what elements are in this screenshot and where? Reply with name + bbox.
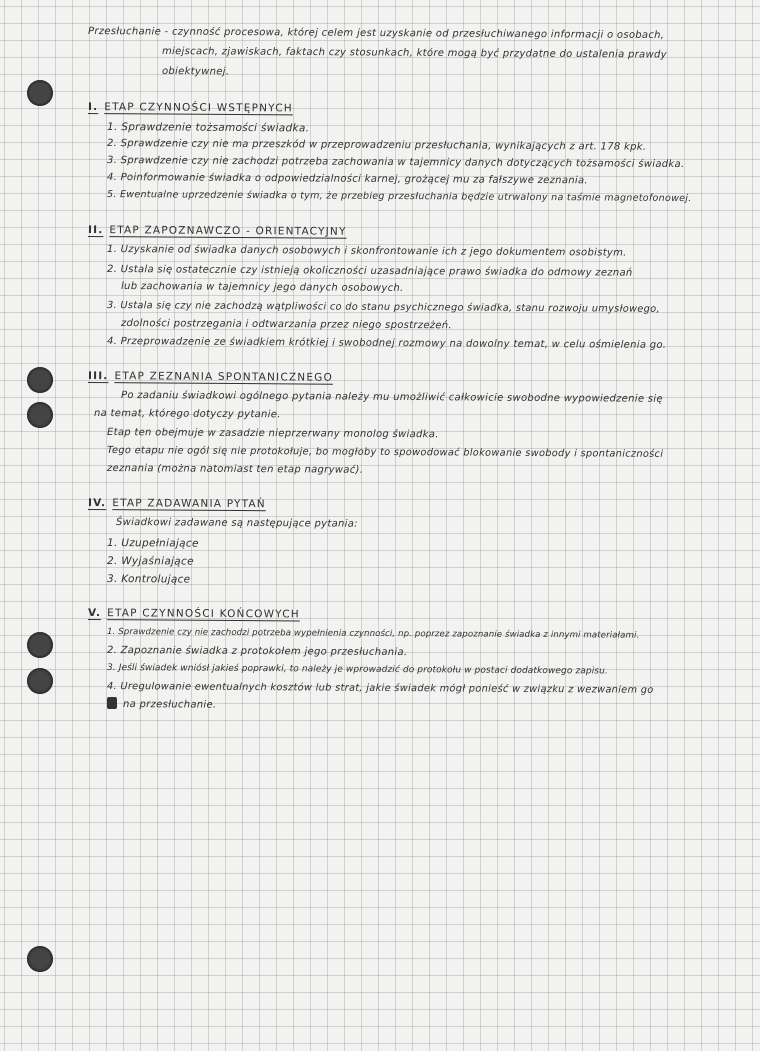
list-item: na przesłuchanie. bbox=[122, 699, 217, 711]
section-number: III. bbox=[87, 370, 109, 383]
binder-hole bbox=[27, 632, 53, 658]
binder-hole bbox=[27, 668, 53, 694]
ink-blot bbox=[107, 697, 117, 709]
list-item: 4. Przeprowadzenie ze świadkiem krótkiej i swobodnej rozmowy na dowolny temat, w celu ośmielenia go. bbox=[106, 336, 667, 351]
paragraph-line: zeznania (można natomiast ten etap nagrywać). bbox=[106, 463, 364, 476]
list-item: zdolności postrzegania i odtwarzania przez niego spostrzeżeń. bbox=[120, 318, 452, 332]
paragraph-line: Po zadaniu świadkowi ogólnego pytania należy mu umożliwić całkowicie swobodne wypowiedzenie się bbox=[120, 390, 663, 405]
list-item: 2. Ustala się ostatecznie czy istnieją okoliczności uzasadniające prawo świadka do odmowy zeznań bbox=[106, 264, 633, 279]
section-number: V. bbox=[87, 607, 102, 620]
list-item: 4. Poinformowanie świadka o odpowiedzialności karnej, grożącej mu za fałszywe zeznania. bbox=[106, 172, 588, 187]
section-number: IV. bbox=[87, 497, 107, 510]
list-item: 2. Sprawdzenie czy nie ma przeszkód w przeprowadzeniu przesłuchania, wynikających z art. 178 kpk. bbox=[106, 138, 647, 153]
list-item: lub zachowania w tajemnicy jego danych osobowych. bbox=[120, 281, 404, 294]
list-item: 2. Wyjaśniające bbox=[106, 555, 194, 568]
section-title: ETAP ZADAWANIA PYTAŃ bbox=[112, 497, 266, 511]
section-number: II. bbox=[87, 224, 104, 237]
binder-hole bbox=[27, 402, 53, 428]
section-heading bbox=[88, 101, 293, 114]
section-heading bbox=[88, 224, 347, 238]
paragraph-line: na temat, którego dotyczy pytanie. bbox=[93, 408, 281, 421]
section-heading bbox=[88, 607, 300, 620]
binder-hole bbox=[27, 946, 53, 972]
list-item: 5. Ewentualne uprzedzenie świadka o tym, że przebieg przesłuchania będzie utrwalony na taśmie magnetofonowej. bbox=[106, 189, 692, 205]
paragraph-line: Świadkowi zadawane są następujące pytania: bbox=[115, 517, 358, 530]
list-item: 1. Sprawdzenie czy nie zachodzi potrzeba wypełnienia czynności, np. poprzez zapoznanie świadka z innymi materiałami. bbox=[106, 627, 640, 641]
list-item: 4. Uregulowanie ewentualnych kosztów lub strat, jakie świadek mógł ponieść w związku z wezwaniem go bbox=[106, 681, 654, 696]
paragraph-line: Tego etapu nie ogól się nie protokołuje, bo mogłoby to spowodować blokowanie swobody i spontaniczności bbox=[106, 445, 664, 460]
list-item: 3. Kontrolujące bbox=[106, 573, 191, 586]
intro-line: obiektywnej. bbox=[161, 66, 230, 78]
section-title: ETAP ZEZNANIA SPONTANICZNEGO bbox=[114, 370, 334, 384]
binder-hole bbox=[27, 367, 53, 393]
intro-line: miejscach, zjawiskach, faktach czy stosunkach, które mogą być przydatne do ustalenia prawdy bbox=[161, 46, 667, 61]
list-item: 1. Uzyskanie od świadka danych osobowych i skonfrontowanie ich z jego dokumentem osobistym. bbox=[106, 244, 627, 259]
section-title: ETAP ZAPOZNAWCZO - ORIENTACYJNY bbox=[109, 224, 347, 238]
binder-hole bbox=[27, 80, 53, 106]
section-heading bbox=[88, 497, 266, 510]
paragraph-line: Etap ten obejmuje w zasadzie nieprzerwany monolog świadka. bbox=[106, 427, 439, 441]
list-item: 3. Sprawdzenie czy nie zachodzi potrzeba zachowania w tajemnicy danych dotyczących tożsamości świadka. bbox=[106, 155, 685, 171]
list-item: 3. Ustala się czy nie zachodzą wątpliwości co do stanu psychicznego świadka, stanu rozwoju umysłowego, bbox=[106, 300, 660, 315]
intro-line: Przesłuchanie - czynność procesowa, której celem jest uzyskanie od przesłuchiwanego informacji o osobach, bbox=[87, 26, 665, 42]
list-item: 2. Zapoznanie świadka z protokołem jego przesłuchania. bbox=[106, 645, 408, 659]
section-title: ETAP CZYNNOŚCI WSTĘPNYCH bbox=[104, 101, 293, 115]
section-number: I. bbox=[87, 101, 99, 114]
list-item: 3. Jeśli świadek wniósł jakieś poprawki, to należy je wprowadzić do protokołu w postaci dodatkowego zapisu. bbox=[106, 663, 608, 677]
list-item: 1. Uzupełniające bbox=[106, 537, 199, 550]
section-title: ETAP CZYNNOŚCI KOŃCOWYCH bbox=[107, 607, 300, 621]
list-item: 1. Sprawdzenie tożsamości świadka. bbox=[106, 121, 310, 135]
section-heading bbox=[88, 370, 333, 384]
